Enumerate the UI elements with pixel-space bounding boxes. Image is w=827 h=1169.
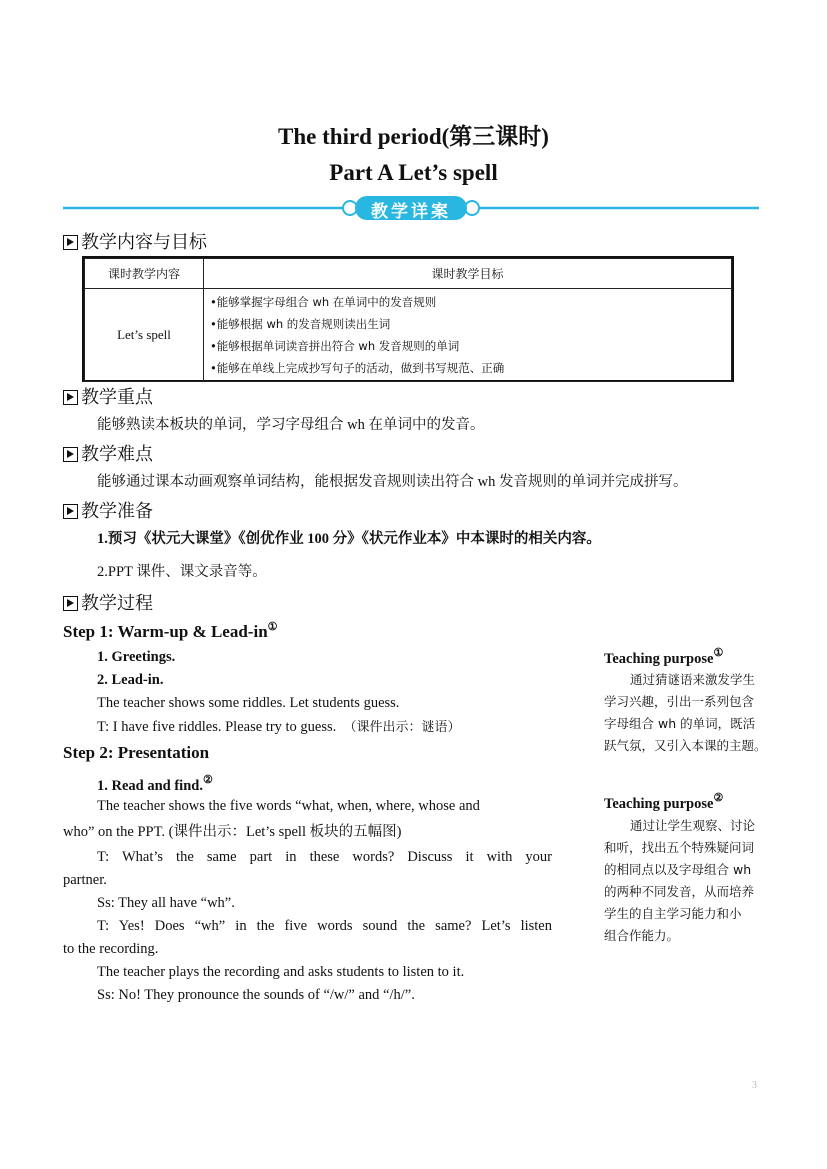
paragraph-line: The teacher plays the recording and asks students to listen to it. — [97, 964, 465, 980]
section-heading-goals: 教学内容与目标 — [63, 228, 207, 254]
goals-table — [82, 256, 734, 382]
paragraph-line: partner. — [63, 872, 107, 888]
teaching-purpose-1-title: Teaching purpose① — [604, 647, 724, 667]
teacher-riddles-line: T: I have five riddles. Please try to guess. （课件出示：谜语） — [97, 719, 461, 735]
table-header-content: 课时教学内容 — [85, 259, 204, 289]
paragraph-line: T: Yes! Does “wh” in the five words sound the same? Let’s listen — [97, 918, 552, 934]
table-cell-content: Let’s spell — [85, 289, 204, 382]
step2-title: Step 2: Presentation — [63, 743, 210, 762]
triangle-icon — [63, 390, 78, 405]
paragraph-line: who” on the PPT. (课件出示：Let’s spell 板块的五幅图) — [63, 824, 402, 840]
teaching-purpose-2-title: Teaching purpose② — [604, 792, 724, 812]
goal-item: •能够在单线上完成抄写句子的活动，做到书写规范、正确 — [210, 361, 505, 375]
goal-item: •能够根据 wh 的发音规则读出生词 — [210, 317, 391, 331]
goal-item: •能够根据单词读音拼出符合 wh 发音规则的单词 — [210, 339, 460, 353]
paragraph-line: Ss: No! They pronounce the sounds of “/w/” and “/h/”. — [97, 987, 415, 1003]
teaching-purpose-2-text: 通过让学生观察、讨论 和听，找出五个特殊疑问词 的相同点以及字母组合 wh 的两种不同发音，从而培养 学生的自主学习能力和小 组合作能力。 — [604, 818, 756, 943]
section-heading-process: 教学过程 — [63, 589, 153, 615]
riddles-line: The teacher shows some riddles. Let students guess. — [97, 695, 400, 711]
table-cell-goals — [204, 289, 732, 382]
prep-item-1: 1.预习《状元大课堂》《创优作业 100 分》《状元作业本》中本课时的相关内容。 — [97, 531, 601, 547]
read-find-heading: 1. Read and find.② — [97, 774, 213, 794]
step-item-leadin: 2. Lead-in. — [97, 672, 164, 688]
step-item-greetings: 1. Greetings. — [97, 649, 176, 665]
paragraph-line: to the recording. — [63, 941, 159, 957]
step1-title: Step 1: Warm-up & Lead-in① — [63, 621, 278, 641]
banner-label: 教学详案 — [371, 202, 451, 222]
teaching-purpose-1-text: 通过猜谜语来激发学生 学习兴趣，引出一系列包含 字母组合 wh 的单词，既活 跃气氛，又引入本课的主题。 — [604, 672, 767, 753]
triangle-icon — [63, 504, 78, 519]
section-heading-difficulties: 教学难点 — [63, 440, 153, 466]
section-banner — [63, 196, 759, 220]
triangle-icon — [63, 235, 78, 250]
paragraph-line: Ss: They all have “wh”. — [97, 895, 235, 911]
section-heading-key-points: 教学重点 — [63, 383, 153, 409]
page-title: The third period(第三课时) — [278, 124, 549, 149]
table-header-goals: 课时教学目标 — [204, 259, 732, 289]
section-heading-prep: 教学准备 — [63, 497, 153, 523]
goal-item: •能够掌握字母组合 wh 在单词中的发音规则 — [210, 295, 437, 309]
triangle-icon — [63, 596, 78, 611]
triangle-icon — [63, 447, 78, 462]
paragraph-line: T: What’s the same part in these words? Discuss it with your — [97, 849, 552, 865]
difficulties-text: 能够通过课本动画观察单词结构，能根据发音规则读出符合 wh 发音规则的单词并完成拼写。 — [97, 474, 688, 490]
page-subtitle: Part A Let’s spell — [329, 160, 498, 185]
paragraph-line: The teacher shows the five words “what, when, where, whose and — [97, 798, 480, 814]
prep-item-2: 2.PPT 课件、课文录音等。 — [97, 564, 267, 580]
page-number: 3 — [752, 1080, 757, 1091]
key-points-text: 能够熟读本板块的单词，学习字母组合 wh 在单词中的发音。 — [97, 417, 485, 433]
